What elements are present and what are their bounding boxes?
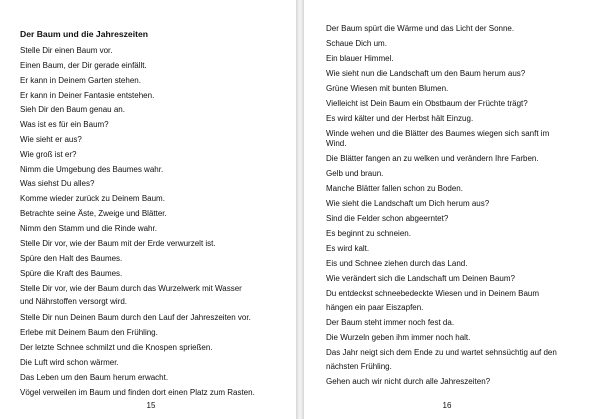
text-line: Was ist es für ein Baum? <box>20 120 109 129</box>
page-number: 15 <box>146 401 156 410</box>
book-gutter <box>296 0 304 419</box>
text-line: Nimm den Stamm und die Rinde wahr. <box>20 224 157 233</box>
text-line: Stelle Dir vor, wie der Baum durch das Wurzelwerk mit Wasser <box>20 284 242 293</box>
text-line: Das Jahr neigt sich dem Ende zu und wartet sehnsüchtig auf den <box>326 348 557 357</box>
text-line: Schaue Dich um. <box>326 39 387 48</box>
text-line: Wie sieht er aus? <box>20 135 82 144</box>
text-line: Gelb und braun. <box>326 169 384 178</box>
text-line: Eis und Schnee ziehen durch das Land. <box>326 259 468 268</box>
text-line: Spüre den Halt des Baumes. <box>20 254 123 263</box>
text-line: Die Blätter fangen an zu welken und verändern Ihre Farben. <box>326 154 539 163</box>
right-page <box>304 0 600 419</box>
text-line: Was siehst Du alles? <box>20 179 95 188</box>
text-line: Einen Baum, der Dir gerade einfällt. <box>20 61 147 70</box>
text-line: Die Wurzeln geben ihm immer noch halt. <box>326 333 471 342</box>
text-line: Wie verändert sich die Landschaft um Deinen Baum? <box>326 274 515 283</box>
text-line: Das Leben um den Baum herum erwacht. <box>20 373 169 382</box>
text-line: Wind. <box>326 139 347 148</box>
text-line: Es beginnt zu schneien. <box>326 229 411 238</box>
text-line: Gehen auch wir nicht durch alle Jahreszeiten? <box>326 377 491 386</box>
page-number: 16 <box>442 401 452 410</box>
text-line: Wie sieht nun die Landschaft um den Baum herum aus? <box>326 69 526 78</box>
left-page <box>0 0 296 419</box>
text-line: Der letzte Schnee schmilzt und die Knospen sprießen. <box>20 343 213 352</box>
text-line: Der Baum steht immer noch fest da. <box>326 318 455 327</box>
text-line: Sieh Dir den Baum genau an. <box>20 105 125 114</box>
text-line: Stelle Dir einen Baum vor. <box>20 46 113 55</box>
text-line: hängen ein paar Eiszapfen. <box>326 303 424 312</box>
text-line: Vielleicht ist Dein Baum ein Obstbaum der Früchte trägt? <box>326 99 528 108</box>
text-line: Er kann in Deinem Garten stehen. <box>20 76 141 85</box>
page-heading: Der Baum und die Jahreszeiten <box>20 29 148 39</box>
text-line: Vögel verweilen im Baum und finden dort einen Platz zum Rasten. <box>20 388 255 397</box>
text-line: Wie sieht die Landschaft um Dich herum aus? <box>326 199 490 208</box>
text-line: nächsten Frühling. <box>326 362 392 371</box>
text-line: Die Luft wird schon wärmer. <box>20 358 119 367</box>
text-line: Sind die Felder schon abgeerntet? <box>326 214 449 223</box>
text-line: Du entdeckst schneebedeckte Wiesen und in Deinem Baum <box>326 289 540 298</box>
text-line: Erlebe mit Deinem Baum den Frühling. <box>20 328 158 337</box>
text-line: und Nährstoffen versorgt wird. <box>20 297 128 306</box>
text-line: Stelle Dir nun Deinen Baum durch den Lauf der Jahreszeiten vor. <box>20 313 251 322</box>
text-line: Es wird kalt. <box>326 244 370 253</box>
text-line: Ein blauer Himmel. <box>326 54 394 63</box>
text-line: Stelle Dir vor, wie der Baum mit der Erde verwurzelt ist. <box>20 239 216 248</box>
text-line: Grüne Wiesen mit bunten Blumen. <box>326 84 449 93</box>
text-line: Betrachte seine Äste, Zweige und Blätter. <box>20 209 167 218</box>
text-line: Er kann in Deiner Fantasie entstehen. <box>20 91 155 100</box>
text-line: Es wird kälter und der Herbst hält Einzug. <box>326 114 474 123</box>
text-line: Manche Blätter fallen schon zu Boden. <box>326 184 463 193</box>
text-line: Spüre die Kraft des Baumes. <box>20 269 123 278</box>
text-line: Der Baum spürt die Wärme und das Licht der Sonne. <box>326 24 515 33</box>
text-line: Komme wieder zurück zu Deinem Baum. <box>20 194 165 203</box>
text-line: Wie groß ist er? <box>20 150 77 159</box>
text-line: Winde wehen und die Blätter des Baumes wiegen sich sanft im <box>326 129 550 138</box>
text-line: Nimm die Umgebung des Baumes wahr. <box>20 165 164 174</box>
